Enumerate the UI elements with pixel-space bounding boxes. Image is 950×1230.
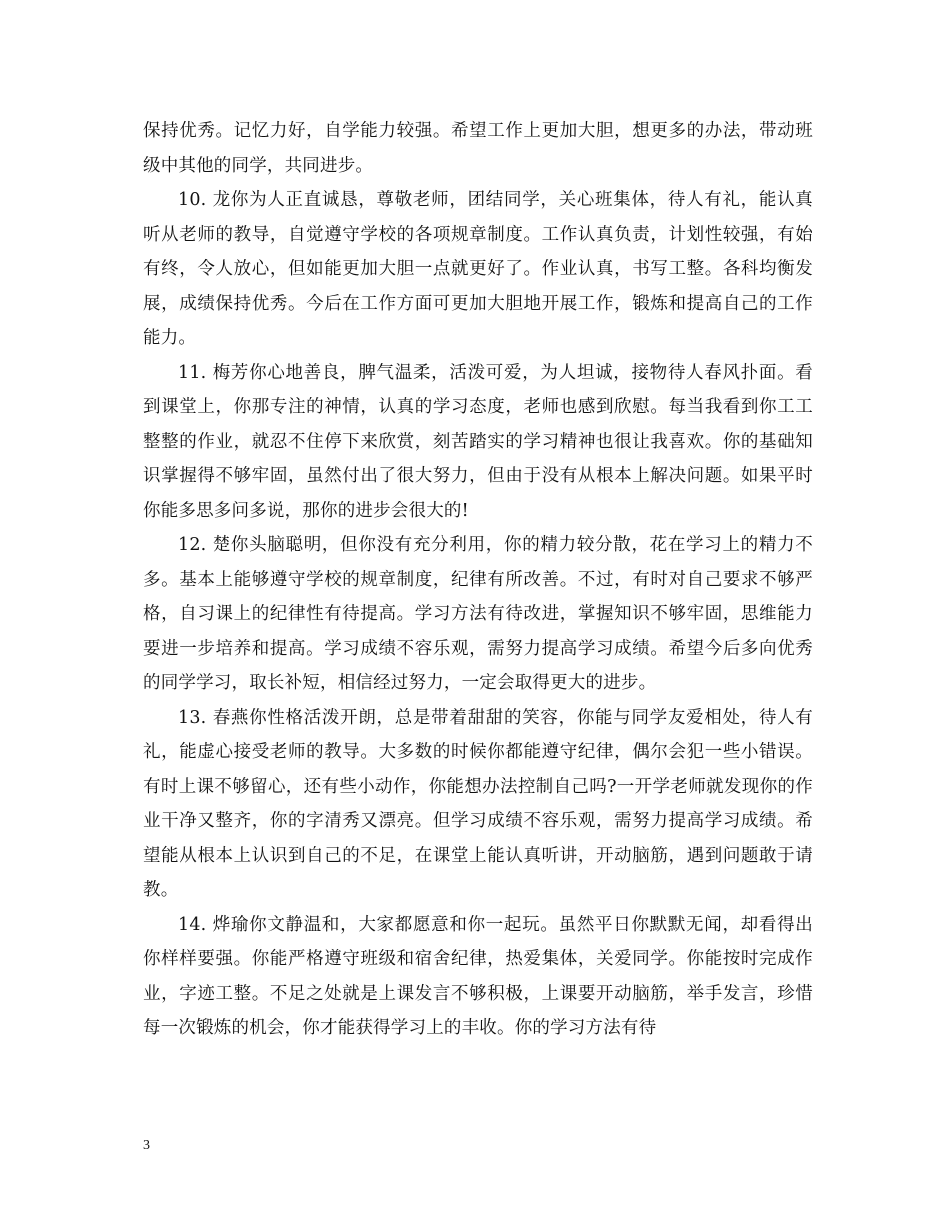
paragraph-comment-12: 12. 楚你头脑聪明，但你没有充分利用，你的精力较分散，花在学习上的精力不多。基本上能够遵守学校的规章制度，纪律有所改善。不过，有时对自己要求不够严格，自习课上的纪律性有待提高。学习方法有待改进，掌握知识不够牢固，思维能力要进一步培养和提高。学习成绩不容乐观，需努力提高学习成绩。希望今后多向优秀的同学学习，取长补短，相信经过努力，一定会取得更大的进步。	[143, 535, 813, 693]
paragraph-comment-11: 11. 梅芳你心地善良，脾气温柔，活泼可爱，为人坦诚，接物待人春风扑面。看到课堂上，你那专注的神情，认真的学习态度，老师也感到欣慰。每当我看到你工工整整的作业，就忍不住停下来欣赏，刻苦踏实的学习精神也很让我喜欢。你的基础知识掌握得不够牢固，虽然付出了很大努力，但由于没有从根本上解决问题。如果平时你能多思多问多说，那你的进步会很大的!	[143, 362, 813, 521]
paragraph-comment-10: 10. 龙你为人正直诚恳，尊敬老师，团结同学，关心班集体，待人有礼，能认真听从老师的教导，自觉遵守学校的各项规章制度。工作认真负责，计划性较强，有始有终，令人放心，但如能更加大胆一点就更好了。作业认真，书写工整。各科均衡发展，成绩保持优秀。今后在工作方面可更加大胆地开展工作，锻炼和提高自己的工作能力。	[143, 190, 813, 348]
page-number: 3	[143, 1138, 150, 1153]
document-body	[143, 114, 813, 1046]
paragraph-continuation: 保持优秀。记忆力好，自学能力较强。希望工作上更加大胆，想更多的办法，带动班级中其他的同学，共同进步。	[143, 121, 813, 176]
paragraph-comment-14: 14. 烨瑜你文静温和，大家都愿意和你一起玩。虽然平日你默默无闻，却看得出你样样要强。你能严格遵守班级和宿舍纪律，热爱集体，关爱同学。你能按时完成作业，字迹工整。不足之处就是上课发言不够积极，上课要开动脑筋，举手发言，珍惜每一次锻炼的机会，你才能获得学习上的丰收。你的学习方法有待	[143, 914, 813, 1038]
paragraph-comment-13: 13. 春燕你性格活泼开朗，总是带着甜甜的笑容，你能与同学友爱相处，待人有礼，能虚心接受老师的教导。大多数的时候你都能遵守纪律，偶尔会犯一些小错误。有时上课不够留心，还有些小动作，你能想办法控制自己吗?一开学老师就发现你的作业干净又整齐，你的字清秀又漂亮。但学习成绩不容乐观，需努力提高学习成绩。希望能从根本上认识到自己的不足，在课堂上能认真听讲，开动脑筋，遇到问题敢于请教。	[143, 707, 813, 900]
